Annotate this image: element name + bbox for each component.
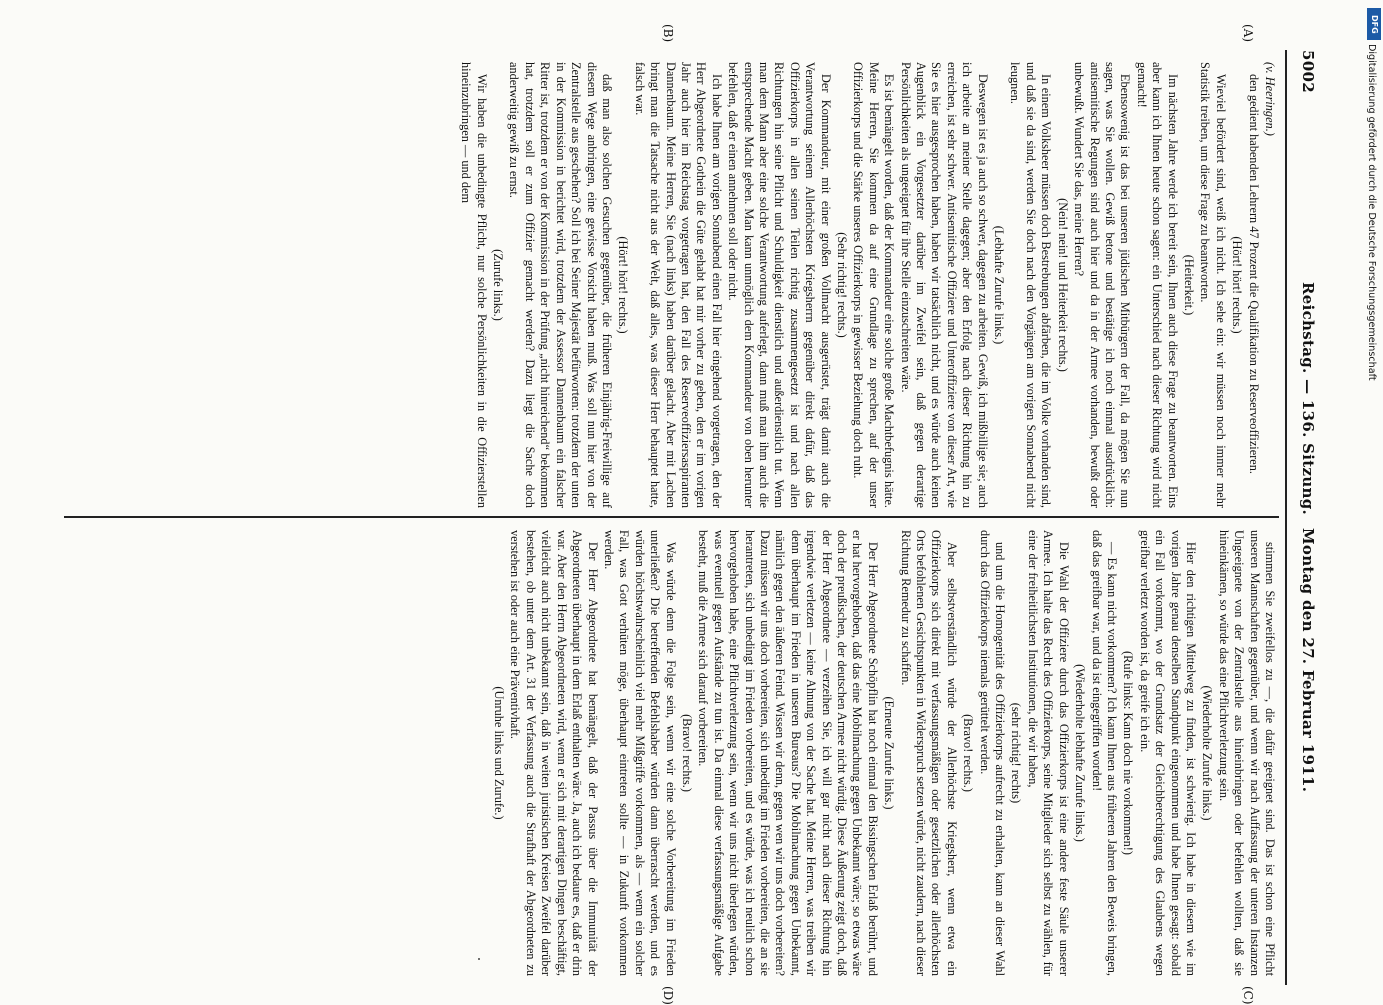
paragraph: Der Kommandeur, mit einer großen Vollmacht ausgerüstet, trägt damit auch die Verantwortung seinem Allerhöchsten Kriegsherrn gegenüber direkt dafür, daß das Offizierkorps in allen seinen Teilen richtig zusammengesetzt ist und nach allen Richtungen hin seine Pflicht und Schuldigkeit dienstlich und außerdienstlich tut. Wenn man dem Mann aber eine solche Verantwortung auferlegt, dann muß man ihm auch die entsprechende Macht geben. Man kann unmöglich dem Kommandeur von oben herunter befehlen, daß er einen annehmen soll oder nicht. [726,62,833,508]
interjection: (sehr richtig! rechts) [1009,702,1024,804]
paragraph: Wieviel befördert sind, weiß ich nicht. Ich sehe ein: wir müssen noch immer mehr Statistik treiben, um diese Frage zu beantworten. [1198,62,1228,508]
interjection: (Erneute Zurufe links.) [882,696,897,810]
paragraph: Ebensowenig ist das bei unseren jüdischen Mitbürgern der Fall, da mögen Sie nun sagen, was Sie wollen. Gewiß betone und bestätige ich noch einmal ausdrücklich: antisemitische Regungen sind auch hier und da in der Armee vorhanden, bewußt oder unbewußt. Wundert Sie das, meine Herren? [1072,62,1133,508]
dfg-logo: DFG [1367,8,1381,40]
interjection: (Zurufe links.) [491,249,506,321]
column-divider [64,516,1279,518]
interjection: (Bravo! rechts.) [961,714,976,792]
paragraph: Die Wahl der Offiziere durch das Offizierkorps ist eine andere feste Säule unserer Armee. Ich halte das Recht des Offizierkorps, seine Mitglieder sich selbst zu wählen, für eine der freiheitlichsten Institutionen, die wir haben, [1025,530,1071,976]
paragraph: Im nächsten Jahre werde ich bereit sein, Ihnen auch diese Frage zu beantworten. Eins aber kann ich Ihnen heute schon sagen: ein Unterschied nach dieser Richtung wird nicht gemacht! [1134,62,1180,508]
header-right-date: Montag den 27. Februar 1911. [1299,528,1317,793]
page-header [1289,50,1325,985]
speaker-name: (v. Heeringen.) [1263,62,1277,136]
header-left-title: Reichstag. — 136. Sitzung. [1299,282,1317,516]
interjection: (Lebhafte Zurufe links.) [992,225,1007,345]
paragraph: daß man also solchen Gesuchen gegenüber, die früheren Einjährig-Freiwillige auf diesem Wege anbringen, eine gewisse Vorsicht haben muß. Was soll nun hier von der Zentralstelle aus geschehen? Soll ich bei Seiner Majestät befürworten: trotzdem der unten in der Kommission in berichtet wird, trotzdem der Assessor Dannenbaum ein falscher Ritter ist, trotzdem er von der Kommission in der Prüfung „nicht hinreichend“ bekommen hat, trotzdem soll er zum Offizier gemacht werden? Dazu liegt die Sache doch anderweitig gewiß zu ernst. [507,62,614,508]
left-column [67,62,1277,508]
interjection: (Bravo! rechts.) [679,714,694,792]
header-rule [1285,50,1287,985]
paragraph: stimmen Sie zweifellos zu —, die dafür geeignet sind. Das ist schon eine Pflicht unseren Mannschaften gegenüber, und wenn wir nach Auffassung der unteren Instanzen Ungeeignete von der Zentralstelle aus hineinbringen oder befehlen wollten, daß sie hineinkämen, so würde das eine Pflichtverletzung sein. [1216,530,1277,976]
interjection: (Unruhe links und Zurufe.) [492,686,507,820]
page-number: 5002 [1299,50,1317,93]
margin-marker-c: (C) [1241,986,1255,1005]
margin-marker-d: (D) [661,986,675,1005]
interjection: (Hört! hört! rechts.) [616,236,631,334]
paragraph: Aber selbstverständlich würde der Allerhöchste Kriegsherr, wenn etwa ein Offizierkorps sich direkt mit verfassungsmäßigen oder gesetzlichen oder allerhöchsten Orts befohlenen Gesichtspunkten in Widerspruch setzen würde, nicht zaudern, nach dieser Richtung Remedur zu schaffen. [898,530,959,976]
interjection: (Heiterkeit.) [1181,254,1196,316]
paragraph: den gedient habenden Lehrern 47 Prozent die Qualifikation zu Reserveoffizieren. [1246,74,1261,474]
rotated-page [58,24,1325,1005]
paragraph: — Es kann nicht vorkommen? Ich kann Ihnen aus früheren Jahren den Beweis bringen, daß das greifbar war, und da ist eingegriffen worden! [1089,530,1119,976]
interjection: (Wiederholte lebhafte Zurufe links.) [1073,664,1088,842]
paragraph: Der Herr Abgeordnete hat bemängelt, daß der Passus über die Immunität der Abgeordneten überhaupt in dem Erlaß enthalten wäre. Ja, auch ich bedaure es, daß er drin war. Aber den Herrn Abgeordneten wird, wenn er sich mit derartigen Dingen beschäftigt, vielleicht auch nicht unbekannt sein, daß in weiten juristischen Kreisen Zweifel darüber bestehen, ob unter dem Art. 31 der Verfassung auch die Strafhaft der Abgeordneten zu verstehen ist oder auch eine Präventivhaft. [508,530,600,976]
paragraph: Was würde denn die Folge sein, wenn wir eine solche Vorbereitung im Frieden unterließen? Die betreffenden Befehlshaber würden dann überrascht werden, und es würden höchstwahrscheinlich viel mehr Mißgriffe vorkommen, als — wenn ein solcher Fall, was Gott verhüten möge, überhaupt eintreten sollte — in Zukunft vorkommen werden. [601,530,678,976]
paragraph: Ich habe Ihnen am vorigen Sonnabend einen Fall hier eingehend vorgetragen, den der Herr Abgeordnete Gothein die Güte gehabt hat mir vorher zu geben, den er im vorigen Jahr auch hier im Reichstag vorgetragen hat, den Fall des Reserveoffiziersaspiranten Dannenbaum. Meine Herren, Sie (nach links) haben darüber gelacht. Aber mit Lachen bringt man die Tatsache nicht aus der Welt, daß alles, was dieser Herr behauptet hatte, falsch war. [632,62,724,508]
paragraph: Der Herr Abgeordnete Schöpflin hat noch einmal den Bissingschen Erlaß berührt, und er hat hervorgehoben, daß das eine Mobilmachung gegen Unbekannt wäre; so etwas wäre doch der preußischen, der deutschen Armee nicht würdig. Diese Äußerung zeigt doch, daß der Herr Abgeordnete — verzeihen Sie, ich will gar nicht nach dieser Richtung hin irgendwie verletzen — keine Ahnung von der Sache hat. Meine Herren, was treiben wir denn überhaupt im Frieden in unseren Bureaus? Die Mobilmachung gegen Unbekannt, nämlich gegen den äußeren Feind. Wissen wir denn, gegen wen wir uns doch vorbereiten? Dazu müssen wir uns doch vorbereiten, sich unbedingt im Frieden vorbereiten, die an sie herantreten, sich unbedingt im Frieden vorbereiten, und es würde, was ich neulich schon hervorgehoben habe, eine Pflichtverletzung sein, wenn wir uns nicht überlegen würden, was eventuell gegen Aufstände zu tun ist. Da einmal diese verfassungsmäßige Aufgabe besteht, muß die Armee sich darauf vorbereiten. [696,530,880,976]
paragraph: Deswegen ist es ja auch so schwer, dagegen zu arbeiten. Gewiß, ich mißbillige sie; auch ich arbeite an meiner Stelle dagegen; aber den Erfolg nach dieser Richtung hin zu erreichen, ist sehr schwer. Antisemitische Offiziere und Unteroffiziere von dieser Art, wie Sie es hier ausgesprochen haben, haben wir tatsächlich nicht, und es würde auch keinen Augenblick ein Vorgesetzter darüber im Zweifel sein, daß gegen derartige Persönlichkeiten als ungeeignet für ihre Stelle einzuschreiten wäre. [898,62,990,508]
margin-marker-a: (A) [1241,24,1255,43]
right-column [67,530,1277,976]
interjection: (Sehr richtig! rechts.) [835,232,850,338]
margin-marker-b: (B) [661,24,675,43]
interjection: (Nein! nein! und Heiterkeit rechts.) [1055,198,1070,372]
interjection: (Rufe links: Kann doch nie vorkommen!) [1121,651,1136,855]
interjection: (Wiederholte Zurufe links.) [1200,685,1215,821]
scan-speck [478,958,480,960]
interjection: (Hört! hört! rechts.) [1230,236,1245,334]
dfg-credit-text: Digitalisierung gefördert durch die Deutsche Forschungsgemeinschaft [1366,44,1377,381]
paragraph: Es ist bemängelt worden, daß der Kommandeur eine solche große Machtbefugnis hätte. Meine Herren, Sie kommen da auf eine Grundlage zu sprechen, auf der unser Offizierkorps und die Stärke unseres Offizierkorps in gewisser Beziehung doch ruht. [851,62,897,508]
paragraph: In einem Volksheer müssen doch Bestrebungen abfärben, die im Volke vorhanden sind, und daß sie da sind, werden Sie doch nach den Vorgängen am vorigen Sonnabend nicht leugnen. [1008,62,1054,508]
paragraph: Hier den richtigen Mittelweg zu finden, ist schwierig. Ich habe in diesem wie im vorigen Jahre genau denselben Standpunkt eingenommen und habe Ihnen gesagt: sobald ein Fall vorkommt, wo der Grundsatz der Gleichberechtigung des Glaubens wegen greifbar verletzt worden ist, da greife ich ein. [1137,530,1198,976]
paragraph: Wir haben die unbedingte Pflicht, nur solche Persönlichkeiten in die Offizierstellen hineinzubringen — und dem [459,62,489,508]
paragraph: und um die Homogenität des Offizierkorps aufrecht zu erhalten, kann an dieser Wahl durch das Offizierkorps niemals gerüttelt werden. [977,530,1008,976]
